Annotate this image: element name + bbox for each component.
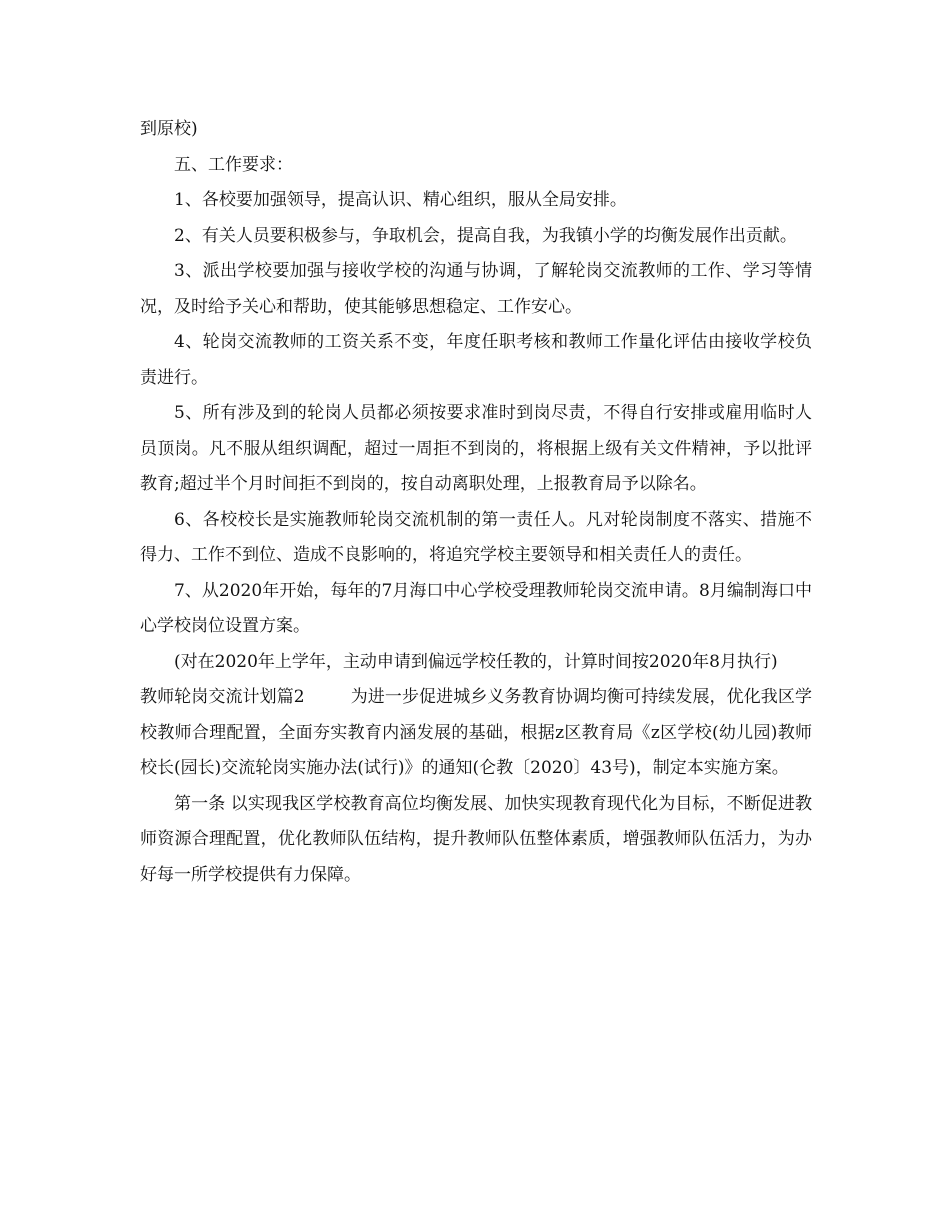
requirement-item-5: 5、所有涉及到的轮岗人员都必须按要求准时到岗尽责，不得自行安排或雇用临时人员顶岗。凡不服从组织调配，超过一周拒不到岗的，将根据上级有关文件精神，予以批评教育;超过半个月时间拒不到岗的，按自动离职处理，上报教育局予以除名。: [140, 403, 812, 494]
document-body: [140, 112, 812, 893]
requirement-item-7: 7、从2020年开始，每年的7月海口中心学校受理教师轮岗交流申请。8月编制海口中心学校岗位设置方案。: [140, 580, 812, 636]
requirement-item-2: 2、有关人员要积极参与，争取机会，提高自我，为我镇小学的均衡发展作出贡献。: [174, 225, 797, 246]
section2-paragraph: [140, 680, 812, 787]
requirement-item-6: 6、各校校长是实施教师轮岗交流机制的第一责任人。凡对轮岗制度不落实、措施不得力、工作不到位、造成不良影响的，将追究学校主要领导和相关责任人的责任。: [140, 509, 812, 565]
section-heading-work-requirements: 五、工作要求：: [174, 154, 293, 175]
paragraph-continuation: 到原校): [140, 119, 198, 139]
article-1-paragraph: 第一条 以实现我区学校教育高位均衡发展、加快实现教育现代化为目标，不断促进教师资源合理配置，优化教师队伍结构，提升教师队伍整体素质，增强教师队伍活力，为办好每一所学校提供有力保障。: [140, 793, 812, 885]
requirement-item-4: 4、轮岗交流教师的工资关系不变，年度任职考核和教师工作量化评估由接收学校负责进行。: [140, 332, 812, 388]
section2-intro: 为进一步促进城乡义务教育协调均衡可持续发展，优化我区学校教师合理配置，全面夯实教育内涵发展的基础，根据z区教育局《z区学校(幼儿园)教师校长(园长)交流轮岗实施办法(试行)》的通知(仑教〔2020〕43号)，制定本实施方案。: [140, 687, 812, 778]
requirement-item-1: 1、各校要加强领导，提高认识、精心组织，服从全局安排。: [174, 190, 627, 210]
requirement-note: (对在2020年上学年，主动申请到偏远学校任教的，计算时间按2020年8月执行): [174, 651, 778, 672]
requirement-item-3: 3、派出学校要加强与接收学校的沟通与协调，了解轮岗交流教师的工作、学习等情况，及时给予关心和帮助，使其能够思想稳定、工作安心。: [140, 261, 812, 317]
section2-title: 教师轮岗交流计划篇2: [140, 687, 305, 707]
